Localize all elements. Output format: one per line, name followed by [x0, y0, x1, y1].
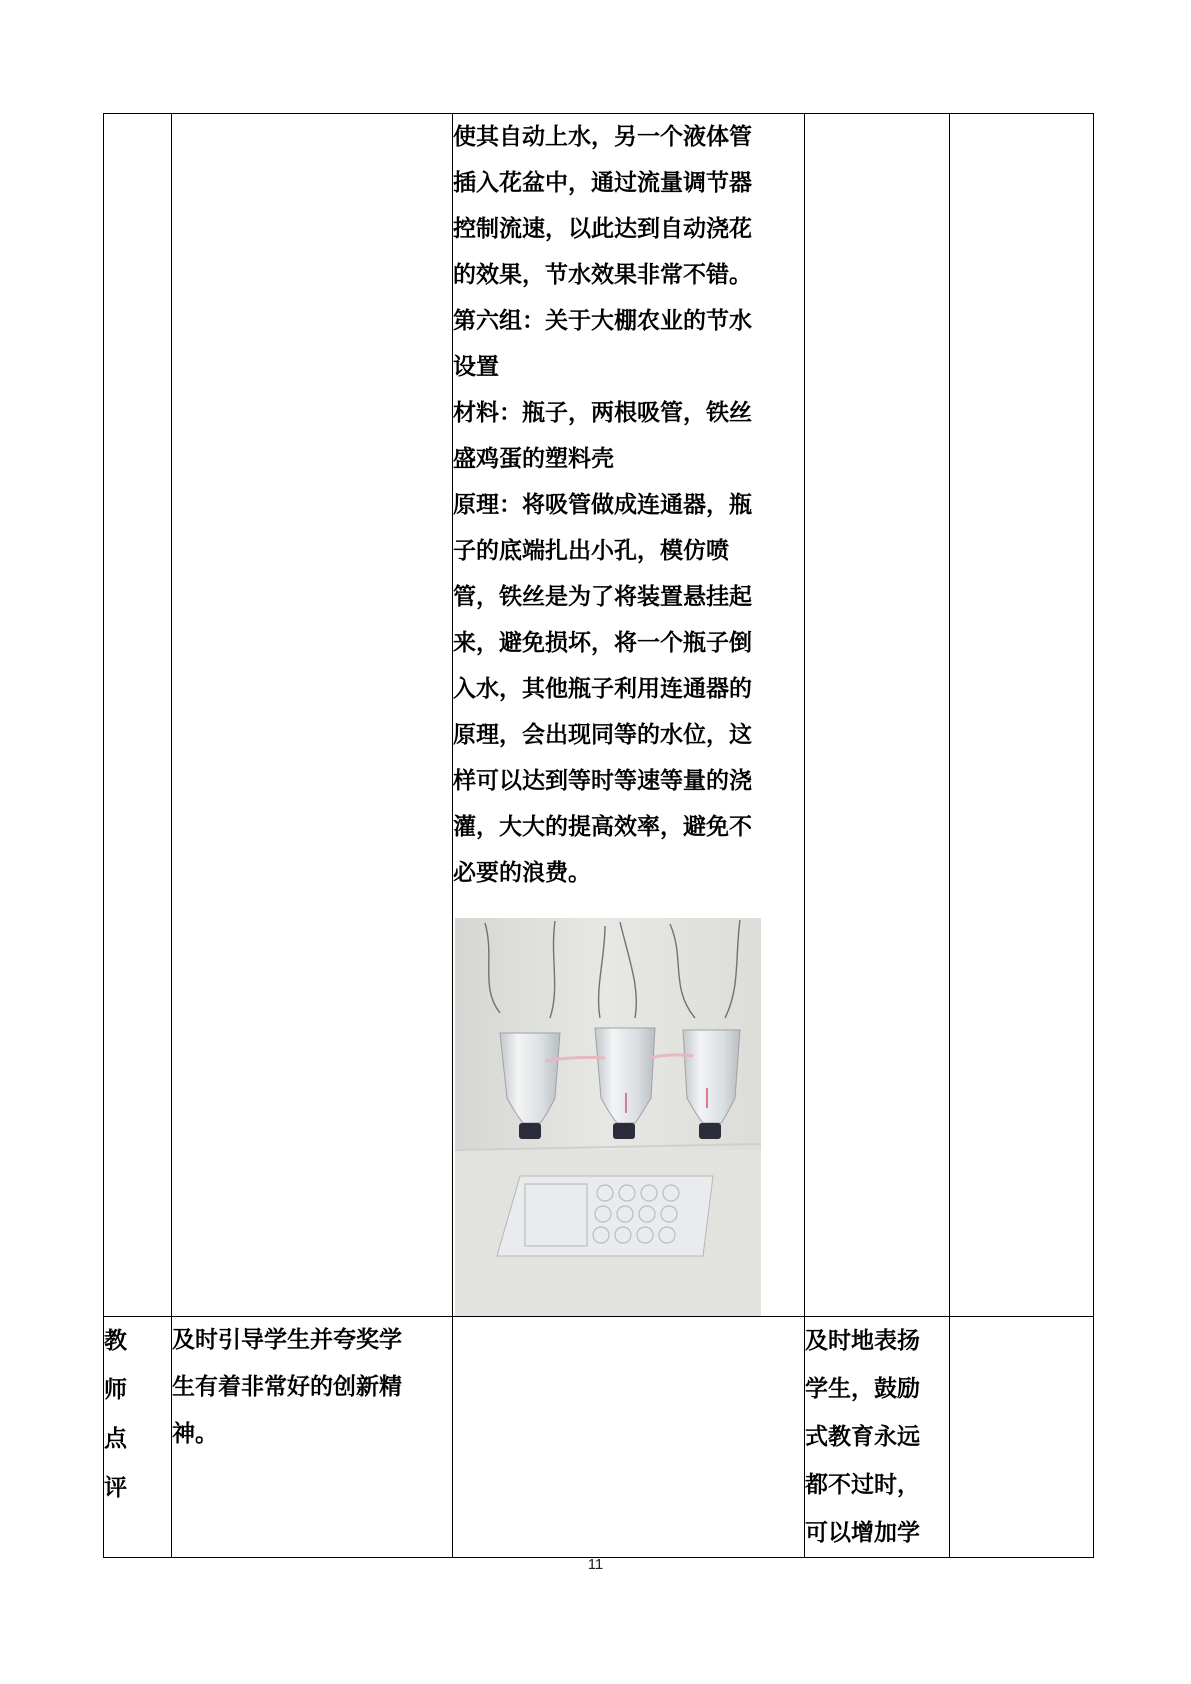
content-line: 管，铁丝是为了将装置悬挂起 [453, 584, 752, 610]
content-line: 插入花盆中，通过流量调节器 [453, 170, 752, 196]
content-line: 必要的浪费。 [453, 860, 591, 886]
cell-notes [950, 114, 1094, 1317]
cell-student-activity [453, 114, 805, 1317]
comment-line: 生有着非常好的创新精 [172, 1374, 402, 1400]
lesson-table [103, 113, 1094, 1558]
comment-line: 及时引导学生并夸奖学 [172, 1327, 402, 1353]
content-line: 使其自动上水，另一个液体管 [453, 124, 752, 150]
content-line: 灌，大大的提高效率，避免不 [453, 814, 752, 840]
cell-stage [104, 114, 172, 1317]
content-line: 子的底端扎出小孔，模仿喷 [453, 538, 729, 564]
content-line: 第六组：关于大棚农业的节水 [453, 308, 752, 334]
content-line: 的效果，节水效果非常不错。 [453, 262, 752, 288]
content-line: 设置 [453, 354, 499, 380]
table-row [104, 114, 1094, 1317]
content-line: 原理，会出现同等的水位，这 [453, 722, 752, 748]
cell-design-intent [805, 114, 950, 1317]
cell-empty [453, 1317, 805, 1558]
page-number: 11 [587, 1556, 604, 1573]
label-char: 点 [104, 1426, 127, 1452]
content-line: 入水，其他瓶子利用连通器的 [453, 676, 752, 702]
content-line: 材料：瓶子，两根吸管，铁丝 [453, 400, 752, 426]
intent-line: 及时地表扬 [805, 1328, 920, 1354]
cell-empty [950, 1317, 1094, 1558]
content-line: 盛鸡蛋的塑料壳 [453, 446, 614, 472]
label-char: 教 [104, 1328, 127, 1354]
intent-line: 可以增加学 [805, 1520, 920, 1546]
table-row [104, 1317, 1094, 1558]
comment-line: 神。 [172, 1421, 218, 1447]
cell-teacher-comment [172, 1317, 453, 1558]
cell-teacher-review-label [104, 1317, 172, 1558]
content-line: 控制流速，以此达到自动浇花 [453, 216, 752, 242]
cell-teacher-activity [172, 114, 453, 1317]
label-char: 评 [104, 1475, 127, 1501]
intent-line: 式教育永远 [805, 1424, 920, 1450]
intent-line: 学生，鼓励 [805, 1376, 920, 1402]
intent-line: 都不过时， [805, 1472, 920, 1498]
content-line: 样可以达到等时等速等量的浇 [453, 768, 752, 794]
cell-intent-comment [805, 1317, 950, 1558]
photo-greenhouse-watering-device [455, 918, 761, 1316]
content-line: 原理：将吸管做成连通器，瓶 [453, 492, 752, 518]
label-char: 师 [104, 1377, 127, 1403]
content-line: 来，避免损坏，将一个瓶子倒 [453, 630, 752, 656]
